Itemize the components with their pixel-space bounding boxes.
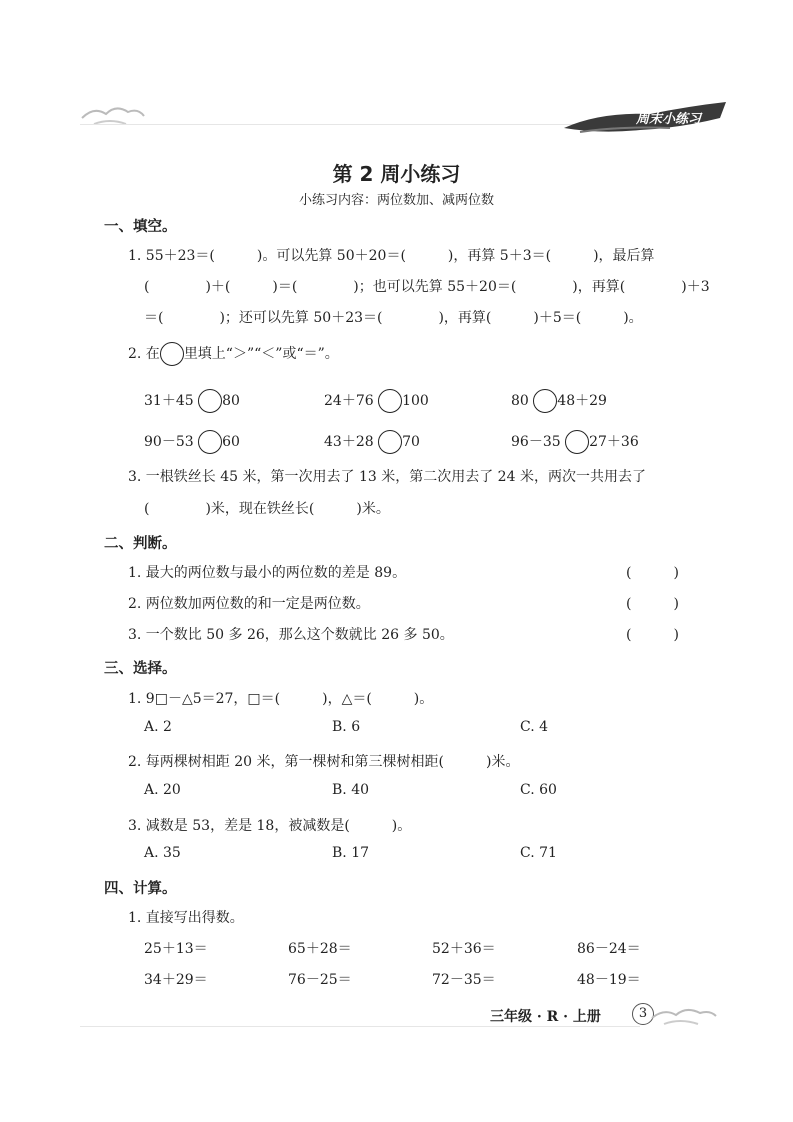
header-rule bbox=[80, 124, 640, 125]
choice-option[interactable]: C. 60 bbox=[520, 782, 557, 798]
compare-left: 96－35 bbox=[511, 434, 561, 450]
choice-option[interactable]: C. 71 bbox=[520, 845, 557, 861]
compare-left: 43＋28 bbox=[324, 434, 374, 450]
choice-q2: 2. 每两棵树相距 20 米，第一棵树和第三棵树相距( )米。 bbox=[128, 754, 520, 770]
calc-q1: 1. 直接写出得数。 bbox=[128, 910, 244, 926]
compare-left: 31＋45 bbox=[144, 393, 194, 409]
calc-item: 34＋29＝ bbox=[144, 972, 208, 988]
calc-item: 86－24＝ bbox=[577, 941, 641, 957]
choice-option[interactable]: B. 17 bbox=[332, 845, 370, 861]
calc-item: 72－35＝ bbox=[432, 972, 496, 988]
calc-item: 76－25＝ bbox=[288, 972, 352, 988]
choice-option[interactable]: B. 6 bbox=[332, 719, 361, 735]
answer-circle[interactable] bbox=[378, 430, 402, 454]
section-heading-judge: 二、判断。 bbox=[104, 536, 177, 552]
fill-q3-line1: 3. 一根铁丝长 45 米，第一次用去了 13 米，第二次用去了 24 米，两次一共用去了 bbox=[128, 469, 646, 485]
compare-item bbox=[511, 389, 607, 413]
section-heading-fill: 一、填空。 bbox=[104, 219, 177, 235]
answer-circle[interactable] bbox=[198, 389, 222, 413]
compare-item bbox=[144, 389, 240, 413]
circle-icon bbox=[160, 342, 184, 366]
cloud-decoration-footer bbox=[650, 1000, 720, 1030]
fill-q1-line1: 1. 55＋23＝( )。可以先算 50＋20＝( )，再算 5＋3＝( )，最后算 bbox=[128, 248, 655, 264]
choice-option[interactable]: A. 35 bbox=[144, 845, 181, 861]
judge-item-3: 3. 一个数比 50 多 26，那么这个数就比 26 多 50。 bbox=[128, 627, 454, 643]
fill-q3-line2: ( )米，现在铁丝长( )米。 bbox=[144, 501, 390, 517]
compare-left: 24＋76 bbox=[324, 393, 374, 409]
judge-item-2: 2. 两位数加两位数的和一定是两位数。 bbox=[128, 596, 370, 612]
answer-circle[interactable] bbox=[378, 389, 402, 413]
answer-circle[interactable] bbox=[565, 430, 589, 454]
calc-item: 25＋13＝ bbox=[144, 941, 208, 957]
judge-answer-1[interactable]: ( ) bbox=[626, 565, 679, 581]
compare-item bbox=[324, 430, 420, 454]
answer-circle[interactable] bbox=[533, 389, 557, 413]
compare-right: 60 bbox=[222, 434, 240, 450]
compare-left: 90－53 bbox=[144, 434, 194, 450]
page-number: 3 bbox=[638, 1006, 648, 1021]
fill-q2-prefix: 2. 在 bbox=[128, 346, 160, 362]
judge-item-1: 1. 最大的两位数与最小的两位数的差是 89。 bbox=[128, 565, 407, 581]
page-title: 第 2 周小练习 bbox=[332, 162, 461, 186]
compare-right: 100 bbox=[402, 393, 429, 409]
footer-rule bbox=[80, 1026, 640, 1027]
choice-q1: 1. 9□－△5＝27，□＝( )，△＝( )。 bbox=[128, 691, 434, 707]
compare-right: 48＋29 bbox=[557, 393, 607, 409]
choice-option[interactable]: B. 40 bbox=[332, 782, 370, 798]
answer-circle[interactable] bbox=[198, 430, 222, 454]
choice-option[interactable]: A. 20 bbox=[144, 782, 181, 798]
cloud-decoration-left bbox=[80, 96, 160, 132]
calc-item: 48－19＝ bbox=[577, 972, 641, 988]
fill-q2-suffix: 里填上“＞”“＜”或“＝”。 bbox=[183, 346, 339, 362]
footer-grade: 三年级 · R · 上册 bbox=[490, 1009, 601, 1025]
calc-item: 65＋28＝ bbox=[288, 941, 352, 957]
page-subtitle: 小练习内容：两位数加、减两位数 bbox=[298, 193, 494, 208]
banner-label: 周末小练习 bbox=[636, 112, 702, 127]
fill-q1-line3: ＝( )；还可以先算 50＋23＝( )，再算( )＋5＝( )。 bbox=[144, 310, 643, 326]
compare-right: 80 bbox=[222, 393, 240, 409]
compare-item bbox=[511, 430, 639, 454]
section-heading-choice: 三、选择。 bbox=[104, 661, 177, 677]
compare-item bbox=[324, 389, 429, 413]
compare-right: 27＋36 bbox=[589, 434, 639, 450]
choice-q3: 3. 减数是 53，差是 18，被减数是( )。 bbox=[128, 818, 412, 834]
choice-option[interactable]: C. 4 bbox=[520, 719, 549, 735]
calc-item: 52＋36＝ bbox=[432, 941, 496, 957]
compare-left: 80 bbox=[511, 393, 529, 409]
choice-option[interactable]: A. 2 bbox=[144, 719, 172, 735]
fill-q1-line2: ( )＋( )＝( )；也可以先算 55＋20＝( )，再算( )＋3 bbox=[144, 279, 710, 295]
compare-right: 70 bbox=[402, 434, 420, 450]
fill-q2 bbox=[128, 342, 339, 366]
section-heading-calc: 四、计算。 bbox=[104, 881, 177, 897]
judge-answer-2[interactable]: ( ) bbox=[626, 596, 679, 612]
judge-answer-3[interactable]: ( ) bbox=[626, 627, 679, 643]
compare-item bbox=[144, 430, 240, 454]
